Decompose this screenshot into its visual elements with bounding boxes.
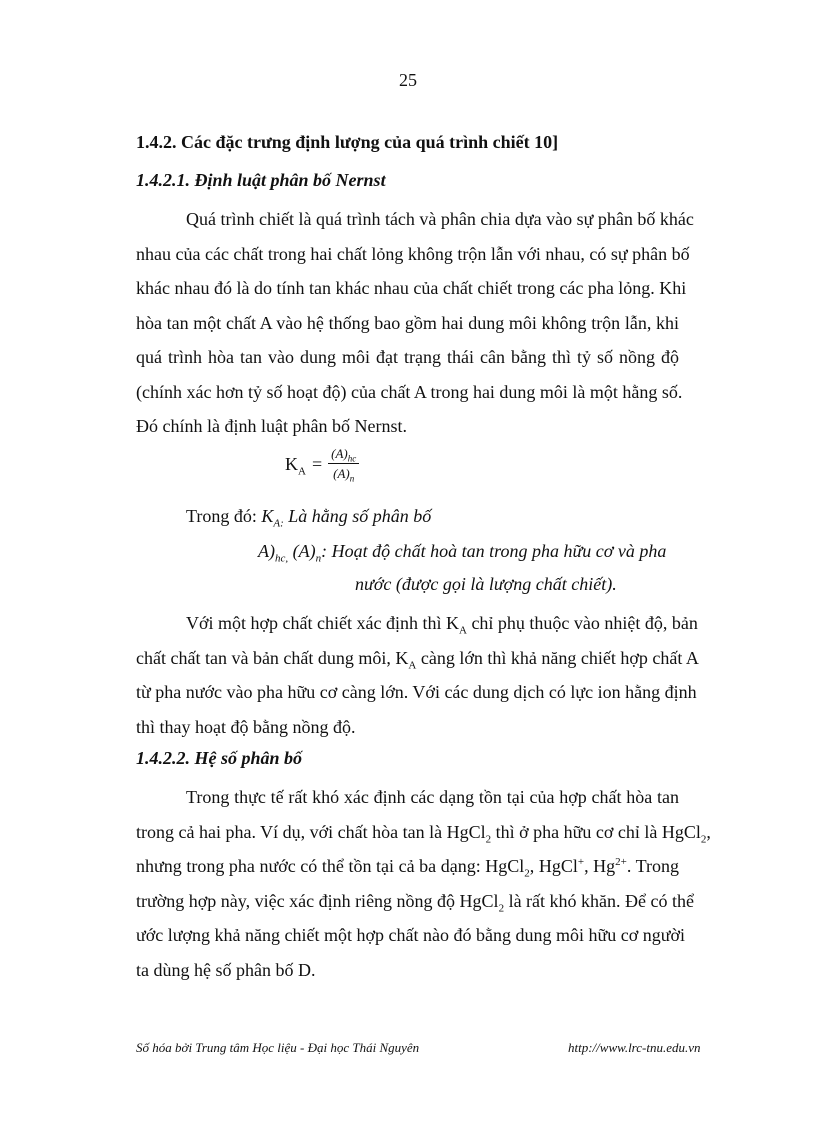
text-line: khác nhau đó là do tính tan khác nhau của chất chiết trong các pha lỏng. Khi [136, 278, 687, 298]
text-line: quá trình hòa tan vào dung môi đạt trạng thái cân bằng thì tỷ số nồng độ [136, 347, 679, 367]
paragraph-ka-dependence [136, 606, 699, 744]
subsection-heading-nernst: 1.4.2.1. Định luật phân bố Nernst [136, 170, 386, 190]
legend-ka: Trong đó: $K_{A:}$ Là hằng số phân bố [186, 506, 432, 530]
formula-denominator: $(A)_n$ [333, 466, 355, 484]
text-line: nhưng trong pha nước có thể tồn tại cả ba dạng: HgCl$_2$, HgCl+, $Hg^{2+}$. Trong [136, 856, 679, 880]
page-number: 25 [399, 70, 417, 90]
formula-numerator: $(A)_{hc}$ [328, 446, 359, 464]
formula-fraction [328, 446, 359, 482]
paragraph-distribution-coefficient [136, 780, 711, 987]
text-line: ước lượng khả năng chiết một hợp chất nào đó bằng dung môi hữu cơ người [136, 925, 686, 945]
text-line: trường hợp này, việc xác định riêng nồng độ HgCl$_2$ là rất khó khăn. Để có thể [136, 890, 694, 915]
text-line: Quá trình chiết là quá trình tách và phân chia dựa vào sự phân bố khác [186, 209, 694, 229]
text-line: Với một hợp chất chiết xác định thì $K_A$ chỉ phụ thuộc vào nhiệt độ, bản [186, 613, 698, 637]
section-heading: 1.4.2. Các đặc trưng định lượng của quá trình chiết 10] [136, 132, 559, 152]
text-line: thì thay hoạt độ bằng nồng độ. [136, 716, 356, 737]
legend-activity: $A)_{hc,}$ $(A)_n$: Hoạt độ chất hoà tan trong pha hữu cơ và pha [258, 541, 667, 565]
text-line: (chính xác hơn tỷ số hoạt độ) của chất A trong hai dung môi là một hằng số. [136, 381, 683, 402]
footer-source: Số hóa bởi Trung tâm Học liệu - Đại học Thái Nguyên [136, 1040, 420, 1055]
legend-activity-cont: nước (được gọi là lượng chất chiết). [355, 574, 617, 594]
formula-equals: = [311, 453, 323, 474]
text-line: nhau của các chất trong hai chất lỏng không trộn lẫn với nhau, có sự phân bố [136, 243, 690, 264]
formula-lhs: $K_A$ [285, 453, 306, 478]
subsection-heading-distribution: 1.4.2.2. Hệ số phân bố [136, 748, 303, 768]
text-line: ta dùng hệ số phân bố D. [136, 959, 316, 980]
paragraph-nernst-law [136, 202, 694, 444]
text-line: chất chất tan và bản chất dung môi, $K_A$ càng lớn thì khả năng chiết hợp chất A [136, 647, 699, 672]
text-line: trong cả hai pha. Ví dụ, với chất hòa tan là HgCl$_2$ thì ở pha hữu cơ chỉ là HgCl$_2$, [136, 821, 711, 846]
text-line: hòa tan một chất A vào hệ thống bao gồm hai dung môi không trộn lẫn, khi [136, 312, 679, 333]
text-line: Trong thực tế rất khó xác định các dạng tồn tại của hợp chất hòa tan [186, 787, 679, 807]
text-line: Đó chính là định luật phân bố Nernst. [136, 416, 407, 436]
text-line: từ pha nước vào pha hữu cơ càng lớn. Với các dung dịch có lực ion hằng định [136, 682, 697, 702]
nernst-formula [285, 446, 359, 482]
footer-url: http://www.lrc-tnu.edu.vn [568, 1040, 701, 1055]
